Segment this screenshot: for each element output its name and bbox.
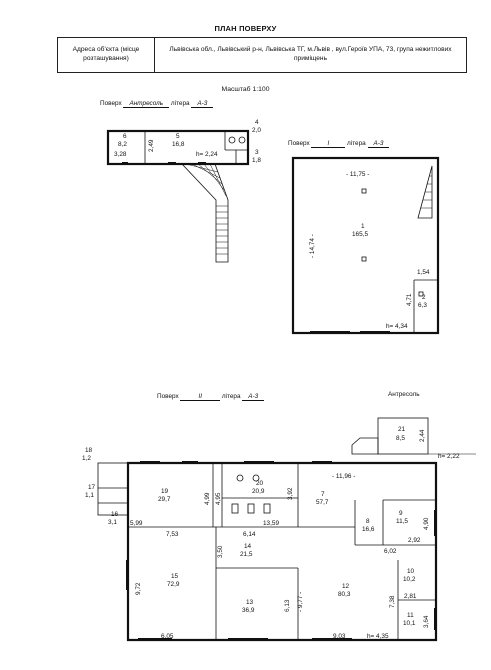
address-label: Адреса об'єкта (місце розташування) xyxy=(58,38,155,73)
column xyxy=(362,257,366,261)
room-3-area: 1,8 xyxy=(252,157,261,164)
first-window xyxy=(360,331,390,334)
dim-1474: - 14,74 - xyxy=(309,234,316,258)
room-21-stair xyxy=(352,438,378,454)
mezz-caption: Поверх Антресоль літера А-3 xyxy=(100,101,213,107)
room-10-area: 10,2 xyxy=(403,576,416,583)
room-21-area: 8,5 xyxy=(396,435,405,442)
room-18-area: 1,2 xyxy=(82,455,91,462)
dim-154: 1,54 xyxy=(417,269,430,276)
room-18-number: 18 xyxy=(85,447,93,454)
dim-364: 3,64 xyxy=(423,615,430,628)
room-19-number: 19 xyxy=(161,488,169,495)
room-21-number: 21 xyxy=(398,426,406,433)
first-window xyxy=(310,331,350,334)
room-15-area: 72,9 xyxy=(167,581,180,588)
dim-977: - 9,77 - xyxy=(297,591,304,612)
dim-281: 2,81 xyxy=(404,593,417,600)
room-16-number: 16 xyxy=(111,511,119,518)
window xyxy=(126,560,129,590)
room-3-number: 3 xyxy=(255,149,259,156)
dim-753: 7,53 xyxy=(166,531,179,538)
room-15-number: 15 xyxy=(171,573,179,580)
room-2-area: 6,3 xyxy=(418,302,427,309)
dim-292: 2,92 xyxy=(408,537,421,544)
window xyxy=(312,638,352,641)
stair-treads xyxy=(186,164,228,254)
room-7-area: 57,7 xyxy=(316,499,329,506)
small-rooms-outline xyxy=(98,463,128,515)
window xyxy=(182,461,198,464)
dim-738: 7,38 xyxy=(389,595,396,608)
window xyxy=(228,638,268,641)
mezz-window xyxy=(122,162,128,165)
room-20-area: 20,9 xyxy=(252,488,265,495)
second-caption: Поверх ІІ літера А-3 xyxy=(157,394,264,400)
mezz-title-2: Антресоль xyxy=(388,391,420,398)
room-11-number: 11 xyxy=(407,612,414,619)
dim-490: 4,90 xyxy=(423,517,430,530)
room-9-area: 11,5 xyxy=(396,518,408,525)
room-5-number: 5 xyxy=(176,133,180,140)
room-6-number: 6 xyxy=(123,133,127,140)
room-1-area: 165,5 xyxy=(352,231,368,238)
dim-1175: - 11,75 - xyxy=(346,171,370,178)
room-19-area: 29,7 xyxy=(158,496,171,503)
room-14-number: 14 xyxy=(244,543,252,550)
dim-471: 4,71 xyxy=(406,293,413,306)
room-17-area: 1,1 xyxy=(85,492,94,499)
stair-treads xyxy=(421,176,432,208)
room-5-area: 16,8 xyxy=(172,141,185,148)
room-12-number: 12 xyxy=(342,583,350,590)
dim-h434: h= 4,34 xyxy=(386,323,408,330)
dim-605: 6,05 xyxy=(161,633,174,640)
dim-392: 3,92 xyxy=(287,487,294,500)
scale-label: Масштаб 1:100 xyxy=(221,86,270,93)
room-6-area: 8,2 xyxy=(118,141,127,148)
window xyxy=(312,461,332,464)
dim-h222: h= 2,22 xyxy=(438,453,460,460)
room-8-area: 16,6 xyxy=(362,526,375,533)
window xyxy=(244,461,274,464)
room-16-area: 3,1 xyxy=(108,519,117,526)
room-7-number: 7 xyxy=(321,491,325,498)
room-2-number: 2 xyxy=(422,294,426,301)
room-17-number: 17 xyxy=(88,484,96,491)
mezz-window xyxy=(198,162,206,165)
dim-h435: h= 4,35 xyxy=(367,633,389,640)
address-value: Львівська обл., Львівський р-н, Львівська ТГ, м.Львів , вул.Героїв УПА, 73, група нежитлових приміщень xyxy=(155,38,467,73)
dim-599: 5,99 xyxy=(130,520,143,527)
room-11-area: 10,1 xyxy=(403,620,416,627)
window xyxy=(434,608,437,630)
dim-903: 9,03 xyxy=(333,633,346,640)
room-10-number: 10 xyxy=(407,568,415,575)
room-4-number: 4 xyxy=(255,119,259,126)
room-12-area: 80,3 xyxy=(338,591,351,598)
dim-495: 4,95 xyxy=(215,492,222,505)
dim-499: 4,99 xyxy=(204,492,211,505)
dim-1359: 13,59 xyxy=(263,520,279,527)
dim-350: 3,50 xyxy=(217,545,224,558)
mezzanine-plan xyxy=(108,131,248,262)
dim-972: 9,72 xyxy=(135,582,142,595)
toilet-icon xyxy=(239,137,245,143)
dim-249: 2,49 xyxy=(148,139,155,152)
mezz-window xyxy=(168,162,176,165)
dim-h224: h= 2,24 xyxy=(196,151,218,158)
dim-614: 6,14 xyxy=(243,531,256,538)
dim-1196: - 11,96 - xyxy=(332,473,356,480)
room-14-area: 21,5 xyxy=(240,551,253,558)
room-9-number: 9 xyxy=(399,510,403,517)
page-title: ПЛАН ПОВЕРХУ xyxy=(214,24,277,33)
mezz-stair xyxy=(182,164,228,262)
room-1-number: 1 xyxy=(361,223,365,230)
room-8-number: 8 xyxy=(366,518,370,525)
dim-613: 6,13 xyxy=(284,599,291,612)
room-13-number: 13 xyxy=(246,599,254,606)
column xyxy=(362,189,366,193)
sink-icon xyxy=(229,137,235,143)
room-4-area: 2,0 xyxy=(252,127,261,134)
dim-244: 2,44 xyxy=(419,429,426,442)
window xyxy=(434,510,437,536)
dim-602: 6,02 xyxy=(384,548,397,555)
dim-328: 3,28 xyxy=(114,151,127,158)
room-13-area: 36,9 xyxy=(242,607,255,614)
room-20-number: 20 xyxy=(256,480,264,487)
window xyxy=(140,461,160,464)
first-caption: Поверх І літера А-3 xyxy=(288,141,389,147)
